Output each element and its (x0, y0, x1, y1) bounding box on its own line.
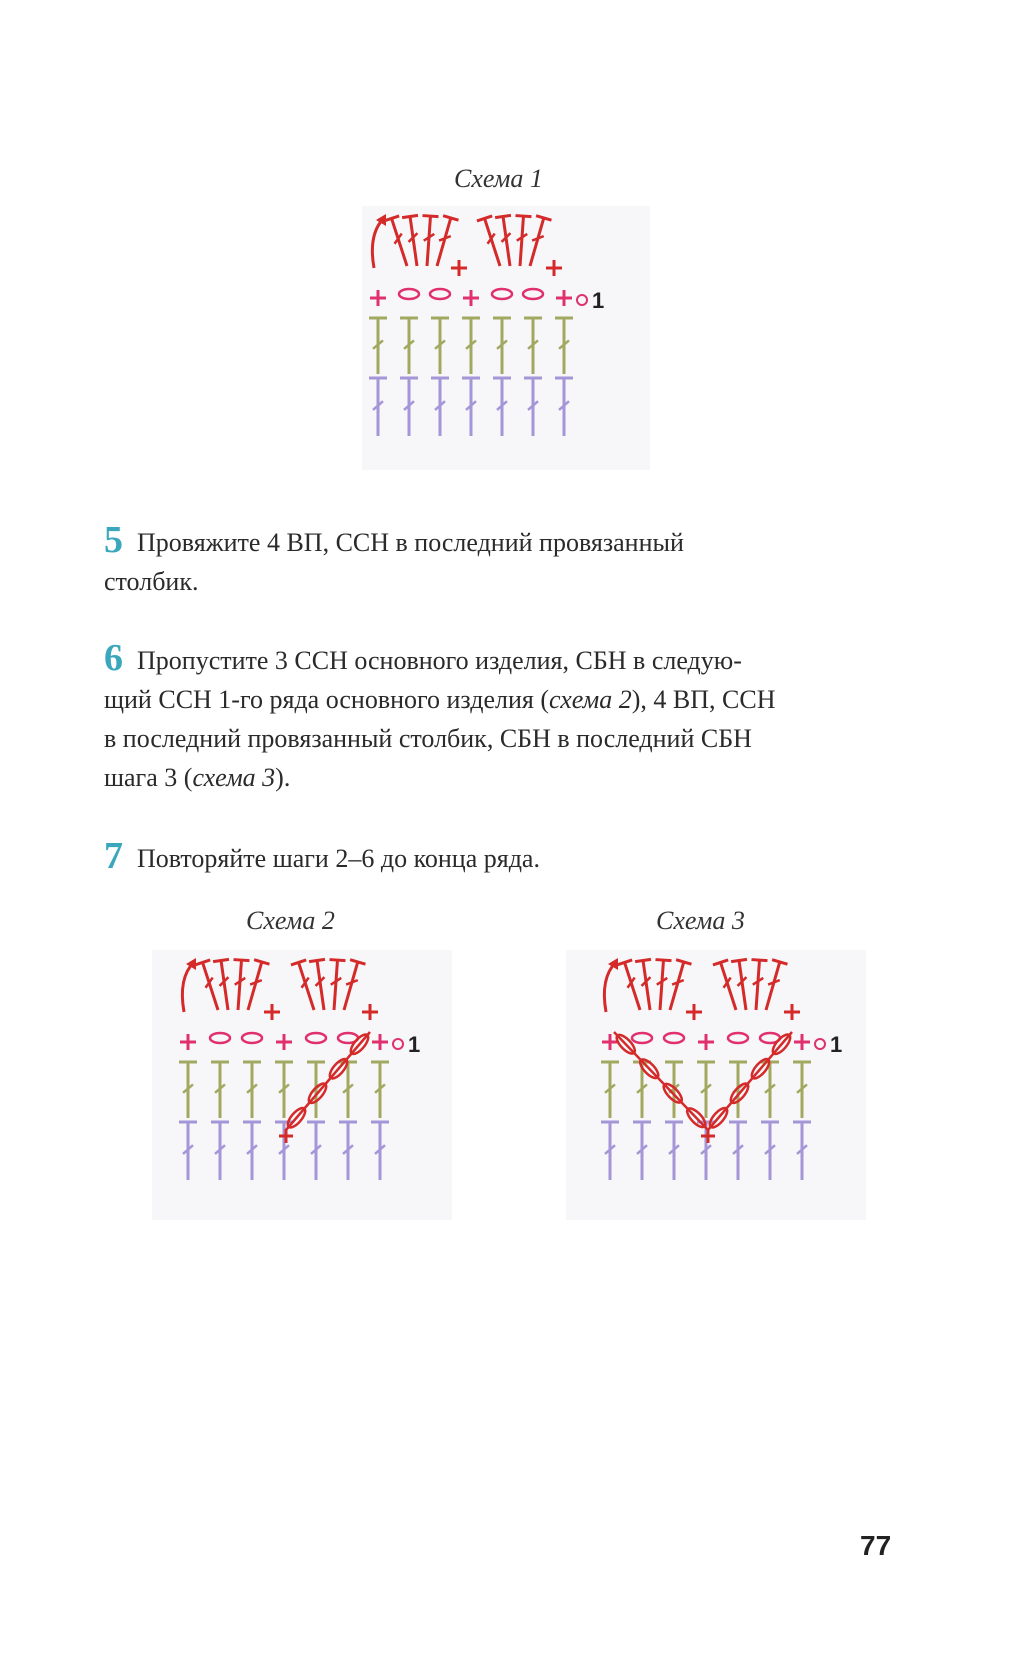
chart-background (152, 950, 452, 1220)
row-label: 1 (408, 1032, 421, 1057)
step-text: столбик. (104, 567, 199, 596)
figure-1-caption: Схема 1 (454, 164, 543, 193)
step-6 (104, 638, 894, 797)
step-text: Провяжите 4 ВП, ССН в последний провязанный (137, 528, 684, 557)
step-7 (104, 836, 894, 878)
crochet-chart-3 (566, 950, 866, 1220)
step-text: ). (275, 763, 291, 792)
figure-2-caption: Схема 2 (246, 906, 335, 935)
step-text: ), 4 ВП, ССН (631, 685, 776, 714)
step-text: Пропустите 3 ССН основного изделия, СБН в следую- (137, 646, 742, 675)
step-text: Повторяйте шаги 2–6 до конца ряда. (137, 844, 540, 873)
step-5 (104, 520, 894, 601)
scheme-reference: схема 3 (192, 763, 276, 792)
step-number: 5 (104, 519, 123, 561)
crochet-chart-1 (362, 206, 650, 470)
step-text: щий ССН 1-го ряда основного изделия ( (104, 685, 550, 714)
page-number: 77 (860, 1530, 892, 1561)
step-text: в последний провязанный столбик, СБН в последний СБН (104, 724, 752, 753)
crochet-chart-2 (152, 950, 452, 1220)
figure-3-caption: Схема 3 (656, 906, 745, 935)
row-label: 1 (592, 288, 605, 313)
step-text: шага 3 ( (104, 763, 193, 792)
row-label: 1 (830, 1032, 843, 1057)
step-number: 7 (104, 835, 123, 877)
scheme-reference: схема 2 (549, 685, 632, 714)
step-number: 6 (104, 637, 123, 679)
